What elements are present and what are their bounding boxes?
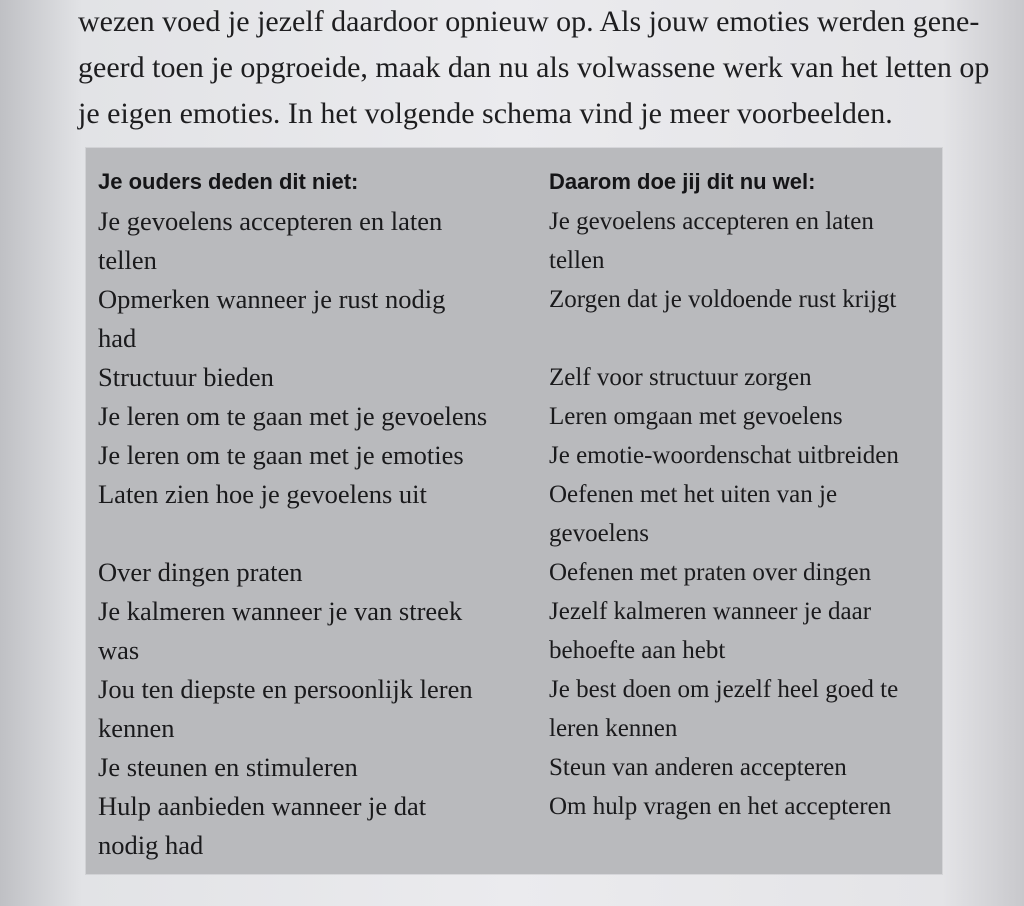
cell-text: Je leren om te gaan met je emoties: [98, 440, 464, 470]
cell-text: Jou ten diepste en persoonlijk leren: [98, 674, 473, 704]
table-cell-left: [98, 475, 538, 553]
table-cell-right: [549, 670, 939, 748]
cell-text: behoefte aan hebt: [549, 637, 726, 664]
cell-text: Opmerken wanneer je rust nodig: [98, 284, 446, 314]
intro-line: je eigen emoties. In het volgende schema vind je meer voorbeelden.: [78, 97, 893, 130]
comparison-table: [86, 148, 942, 874]
cell-text: Je best doen om jezelf heel goed te: [549, 676, 899, 703]
cell-text: Structuur bieden: [98, 362, 274, 392]
cell-text: Oefenen met praten over dingen: [549, 559, 872, 586]
intro-line: geerd toen je opgroeide, maak dan nu als volwassene werk van het letten op: [78, 51, 990, 84]
table-cell-left: [98, 397, 538, 436]
table-cell-right: [549, 202, 939, 280]
cell-text: kennen: [98, 713, 175, 743]
cell-text: Je emotie-woordenschat uitbreiden: [549, 442, 899, 469]
cell-text: nodig had: [98, 830, 204, 860]
table-cell-left: [98, 670, 538, 748]
cell-text: Laten zien hoe je gevoelens uit: [98, 479, 427, 509]
table-cell-left: [98, 748, 538, 787]
cell-text: Hulp aanbieden wanneer je dat: [98, 791, 427, 821]
table-cell-right: [549, 553, 939, 592]
table-cell-left: [98, 787, 538, 865]
cell-text: gevoelens: [549, 520, 649, 547]
table-cell-right: [549, 358, 939, 397]
cell-text: Steun van anderen accepteren: [549, 754, 847, 781]
table-column-right: [549, 162, 939, 865]
cell-text: Je gevoelens accepteren en laten: [549, 208, 874, 235]
cell-text: tellen: [98, 245, 157, 275]
table-cell-left: [98, 436, 538, 475]
cell-text: leren kennen: [549, 715, 678, 742]
cell-text: Zorgen dat je voldoende rust krijgt: [549, 286, 897, 313]
cell-text: [549, 826, 939, 865]
table-cell-right: [549, 280, 939, 358]
cell-text: Leren omgaan met gevoelens: [549, 403, 843, 430]
table-cell-right: [549, 592, 939, 670]
cell-text: was: [98, 635, 140, 665]
cell-text: Over dingen praten: [98, 557, 303, 587]
column-header-right: Daarom doe jij dit nu wel:: [549, 169, 816, 194]
cell-text: Je gevoelens accepteren en laten: [98, 206, 443, 236]
table-cell-left: [98, 280, 538, 358]
cell-text: [549, 319, 939, 358]
table-cell-left: [98, 358, 538, 397]
cell-text: Zelf voor structuur zorgen: [549, 364, 812, 391]
table-cell-right: [549, 748, 939, 787]
cell-text: Jezelf kalmeren wanneer je daar: [549, 598, 872, 625]
intro-paragraph: [78, 0, 990, 134]
table-cell-left: [98, 202, 538, 280]
cell-text: [98, 514, 538, 553]
cell-text: Je leren om te gaan met je gevoelens: [98, 401, 488, 431]
cell-text: Oefenen met het uiten van je: [549, 481, 838, 508]
cell-text: tellen: [549, 247, 605, 274]
table-column-left: [98, 162, 538, 865]
table-cell-right: [549, 787, 939, 865]
table-cell-left: [98, 592, 538, 670]
column-header-left: Je ouders deden dit niet:: [98, 169, 359, 194]
table-cell-left: [98, 553, 538, 592]
table-cell-right: [549, 397, 939, 436]
table-cell-right: [549, 436, 939, 475]
cell-text: Je kalmeren wanneer je van streek: [98, 596, 463, 626]
cell-text: Je steunen en stimuleren: [98, 752, 358, 782]
cell-text: had: [98, 323, 137, 353]
table-cell-right: [549, 475, 939, 553]
cell-text: Om hulp vragen en het accepteren: [549, 793, 892, 820]
intro-line: wezen voed je jezelf daardoor opnieuw op. Als jouw emoties werden gene-: [78, 5, 980, 38]
